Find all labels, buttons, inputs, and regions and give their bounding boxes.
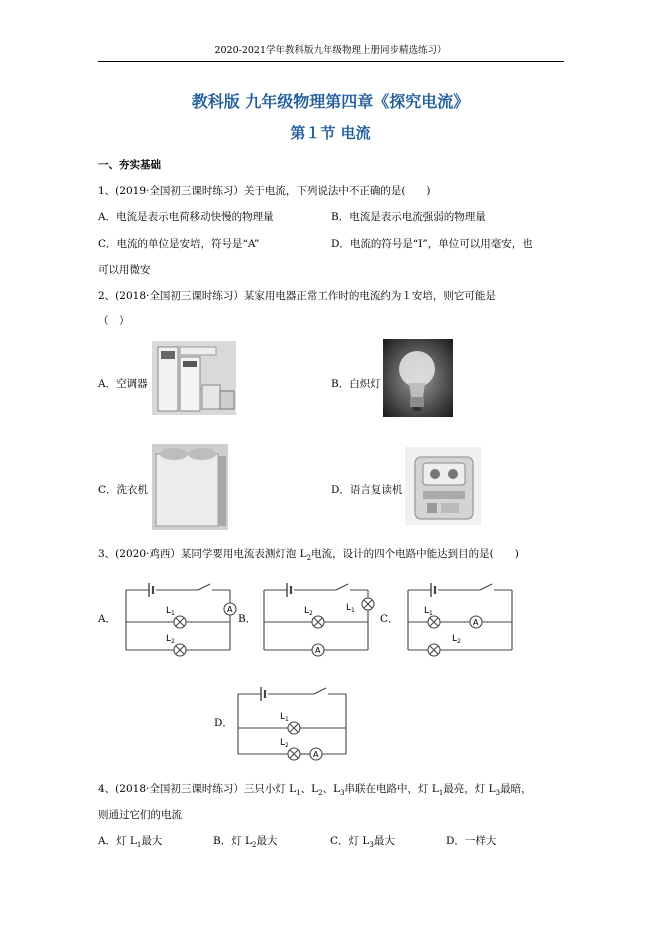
circuit-b-l1-base: L — [346, 603, 352, 613]
q1-option-a: A．电流是表示电荷移动快慢的物理量 — [98, 211, 274, 223]
circuit-c-l1-sub: 1 — [429, 610, 433, 617]
circuit-a-l1-label — [166, 606, 175, 617]
q4-option-c — [330, 833, 395, 849]
q1-option-d-cont: 可以用微安 — [98, 264, 151, 276]
q2-option-b: B．白炽灯 — [331, 378, 381, 390]
q4-option-b-sub: 2 — [252, 841, 257, 850]
circuit-d-l1-label — [280, 712, 289, 723]
header-divider — [98, 61, 564, 62]
q4-stem-part1: 4、(2018·全国初三课时练习）三只小灯 L — [98, 783, 297, 795]
q3-option-d: D． — [214, 717, 233, 729]
circuit-a-l1-sub: 1 — [171, 610, 175, 617]
circuit-b-l1-sub: 1 — [351, 607, 355, 614]
q4-option-c-sub: 3 — [369, 841, 374, 850]
circuit-a-l2-sub: 2 — [171, 638, 175, 645]
q4-stem-line2: 则通过它们的电流 — [98, 809, 182, 821]
circuit-c-l2-base: L — [452, 634, 458, 644]
q4-stem-part3: 、L — [322, 783, 341, 795]
q4-stem-part4: 串联在电路中，灯 L — [344, 783, 439, 795]
q1-option-d: D．电流的符号是“I”，单位可以用毫安，也 — [331, 238, 533, 250]
q3-option-b: B． — [238, 613, 257, 625]
q4-option-a-pre: A．灯 L — [98, 835, 137, 847]
q4-stem-sub1: 1 — [296, 789, 301, 798]
q3-stem — [98, 546, 519, 562]
circuit-d-l2-base: L — [280, 738, 286, 748]
q4-stem-part5: 最亮，灯 L — [443, 783, 496, 795]
q3-option-c: C． — [380, 613, 399, 625]
circuit-c-l2-sub: 2 — [457, 638, 461, 645]
q4-option-c-pre: C．灯 L — [330, 835, 370, 847]
document-title: 教科版 九年级物理第四章《探究电流》 — [191, 92, 470, 111]
q3-stem-sub: 2 — [306, 554, 312, 563]
q4-option-b-post: 最大 — [256, 835, 278, 847]
circuit-c-diagram — [400, 576, 524, 660]
q1-stem: 1、(2019·全国初三课时练习）关于电流，下列说法中不正确的是( ) — [98, 185, 431, 197]
circuit-b-l2-sub: 2 — [309, 610, 313, 617]
washing-machine-image — [152, 444, 228, 530]
q4-option-a-post: 最大 — [141, 835, 163, 847]
circuit-d-l1-base: L — [280, 712, 286, 722]
q3-option-a: A． — [98, 613, 117, 625]
q3-stem-pre: 3、(2020·鸡西）某同学要用电流表测灯泡 L — [98, 548, 307, 560]
part-heading: 一、夯实基础 — [98, 159, 161, 171]
circuit-c-l1-base: L — [424, 606, 430, 616]
circuit-a-l1-base: L — [166, 606, 172, 616]
cassette-player-image — [405, 447, 481, 525]
q2-stem: 2、(2018·全国初三课时练习）某家用电器正常工作时的电流约为１安培，则它可能是 — [98, 290, 496, 302]
circuit-a-diagram — [118, 576, 242, 660]
circuit-d-meter-label: A — [313, 750, 319, 759]
circuit-c-meter-label: A — [473, 618, 479, 627]
q1-option-c: C．电流的单位是安培，符号是“A” — [98, 238, 260, 250]
circuit-b-l1-label — [346, 603, 355, 614]
q2-option-c: C．洗衣机 — [98, 484, 149, 496]
q2-paren: （ ） — [98, 315, 130, 327]
q4-option-b-pre: B．灯 L — [213, 835, 253, 847]
q4-option-b — [213, 833, 278, 849]
circuit-a-meter-label: A — [227, 605, 233, 614]
q4-stem-sub5: 3 — [495, 789, 501, 798]
circuit-c-l1-label — [424, 606, 433, 617]
q4-stem-part2: 、L — [300, 783, 319, 795]
circuit-b-l2-label — [304, 606, 313, 617]
circuit-b-diagram — [256, 576, 380, 660]
q4-stem-part6: 最暗， — [500, 783, 532, 795]
circuit-d-l1-sub: 1 — [285, 716, 289, 723]
circuit-d-diagram — [230, 680, 358, 768]
q2-option-d: D．语言复读机 — [331, 484, 403, 496]
q3-stem-post: 电流，设计的四个电路中能达到目的是( ) — [311, 548, 519, 560]
q4-option-a-sub: 1 — [136, 841, 142, 850]
q4-stem — [98, 781, 532, 797]
q4-stem-sub3: 3 — [340, 789, 345, 798]
q2-option-a: A．空调器 — [98, 378, 148, 390]
q4-option-d: D．一样大 — [446, 835, 497, 847]
q4-stem-sub4: 1 — [438, 789, 444, 798]
q4-stem-sub2: 2 — [318, 789, 323, 798]
circuit-b-meter-label: A — [315, 646, 321, 655]
q1-option-b: B．电流是表示电流强弱的物理量 — [331, 211, 486, 223]
light-bulb-image — [383, 339, 453, 417]
circuit-a-l2-label — [166, 634, 175, 645]
page-header: 2020-2021学年教科版九年级物理上册同步精选练习） — [214, 45, 447, 56]
section-title: 第１节 电流 — [290, 124, 371, 142]
q4-option-c-post: 最大 — [373, 835, 395, 847]
circuit-b-l2-base: L — [304, 606, 310, 616]
circuit-d-l2-label — [280, 738, 289, 749]
circuit-a-l2-base: L — [166, 634, 172, 644]
circuit-d-l2-sub: 2 — [285, 742, 289, 749]
air-conditioner-image — [152, 341, 236, 415]
circuit-c-l2-label — [452, 634, 461, 645]
q4-option-a — [98, 833, 162, 849]
